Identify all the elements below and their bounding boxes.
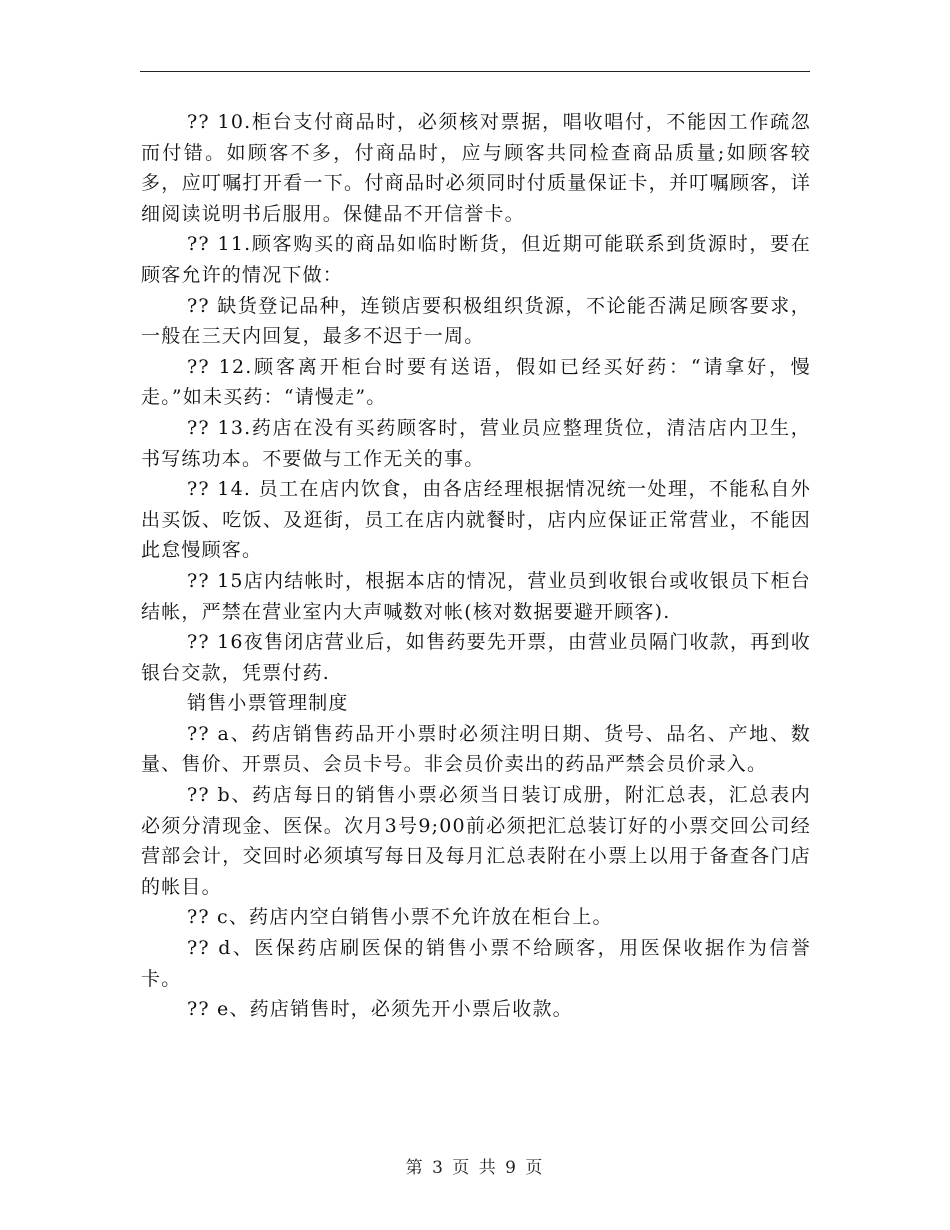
paragraph-item-d: ?? d、医保药店刷医保的销售小票不给顾客，用医保收据作为信誉卡。 — [141, 937, 811, 990]
page-number-footer: 第 3 页 共 9 页 — [405, 1158, 545, 1178]
paragraph-item-13: ?? 13.药店在没有买药顾客时，营业员应整理货位，清洁店内卫生，书写练功本。不要做与工作无关的事。 — [141, 416, 811, 470]
paragraph-item-c: ?? c、药店内空白销售小票不允许放在柜台上。 — [187, 906, 613, 929]
body-text — [141, 107, 811, 1025]
paragraph-out-of-stock: ?? 缺货登记品种，连锁店要积极组织货源，不论能否满足顾客要求，一般在三天内回复，最多不迟于一周。 — [141, 294, 811, 348]
paragraph-item-a: ?? a、药店销售药品开小票时必须注明日期、货号、品名、产地、数量、售价、开票员、会员卡号。非会员价卖出的药品严禁会员价录入。 — [141, 722, 811, 776]
paragraph-item-11: ?? 11.顾客购买的商品如临时断货，但近期可能联系到货源时，要在顾客允许的情况下做： — [141, 233, 811, 286]
paragraph-item-e: ?? e、药店销售时，必须先开小票后收款。 — [187, 998, 573, 1021]
section-heading: 销售小票管理制度 — [187, 692, 349, 715]
paragraph-item-15: ?? 15店内结帐时，根据本店的情况，营业员到收银台或收银员下柜台结帐，严禁在营业室内大声喊数对帐(核对数据要避开顾客). — [141, 569, 811, 623]
paragraph-item-14: ?? 14. 员工在店内饮食，由各店经理根据情况统一处理，不能私自外出买饭、吃饭、及逛街，员工在店内就餐时，店内应保证正常营业，不能因此怠慢顾客。 — [141, 478, 811, 562]
paragraph-item-b: ?? b、药店每日的销售小票必须当日装订成册，附汇总表，汇总表内必须分清现金、医保。次月3号9;00前必须把汇总装订好的小票交回公司经营部会计，交回时必须填写每日及每月汇总表附在小票上以用于备查各门店的帐目。 — [141, 784, 811, 898]
paragraph-item-10: ?? 10.柜台支付商品时，必须核对票据，唱收唱付，不能因工作疏忽而付错。如顾客不多，付商品时，应与顾客共同检查商品质量;如顾客较多，应叮嘱打开看一下。付商品时必须同时付质量保证卡，并叮嘱顾客，详细阅读说明书后服用。保健品不开信誉卡。 — [141, 111, 811, 225]
paragraph-item-12: ?? 12.顾客离开柜台时要有送语，假如已经买好药：“请拿好，慢走。”如未买药：“请慢走”。 — [141, 355, 811, 409]
paragraph-item-16: ?? 16夜售闭店营业后，如售药要先开票，由营业员隔门收款，再到收银台交款，凭票付药. — [141, 631, 811, 684]
header-rule — [140, 71, 810, 72]
